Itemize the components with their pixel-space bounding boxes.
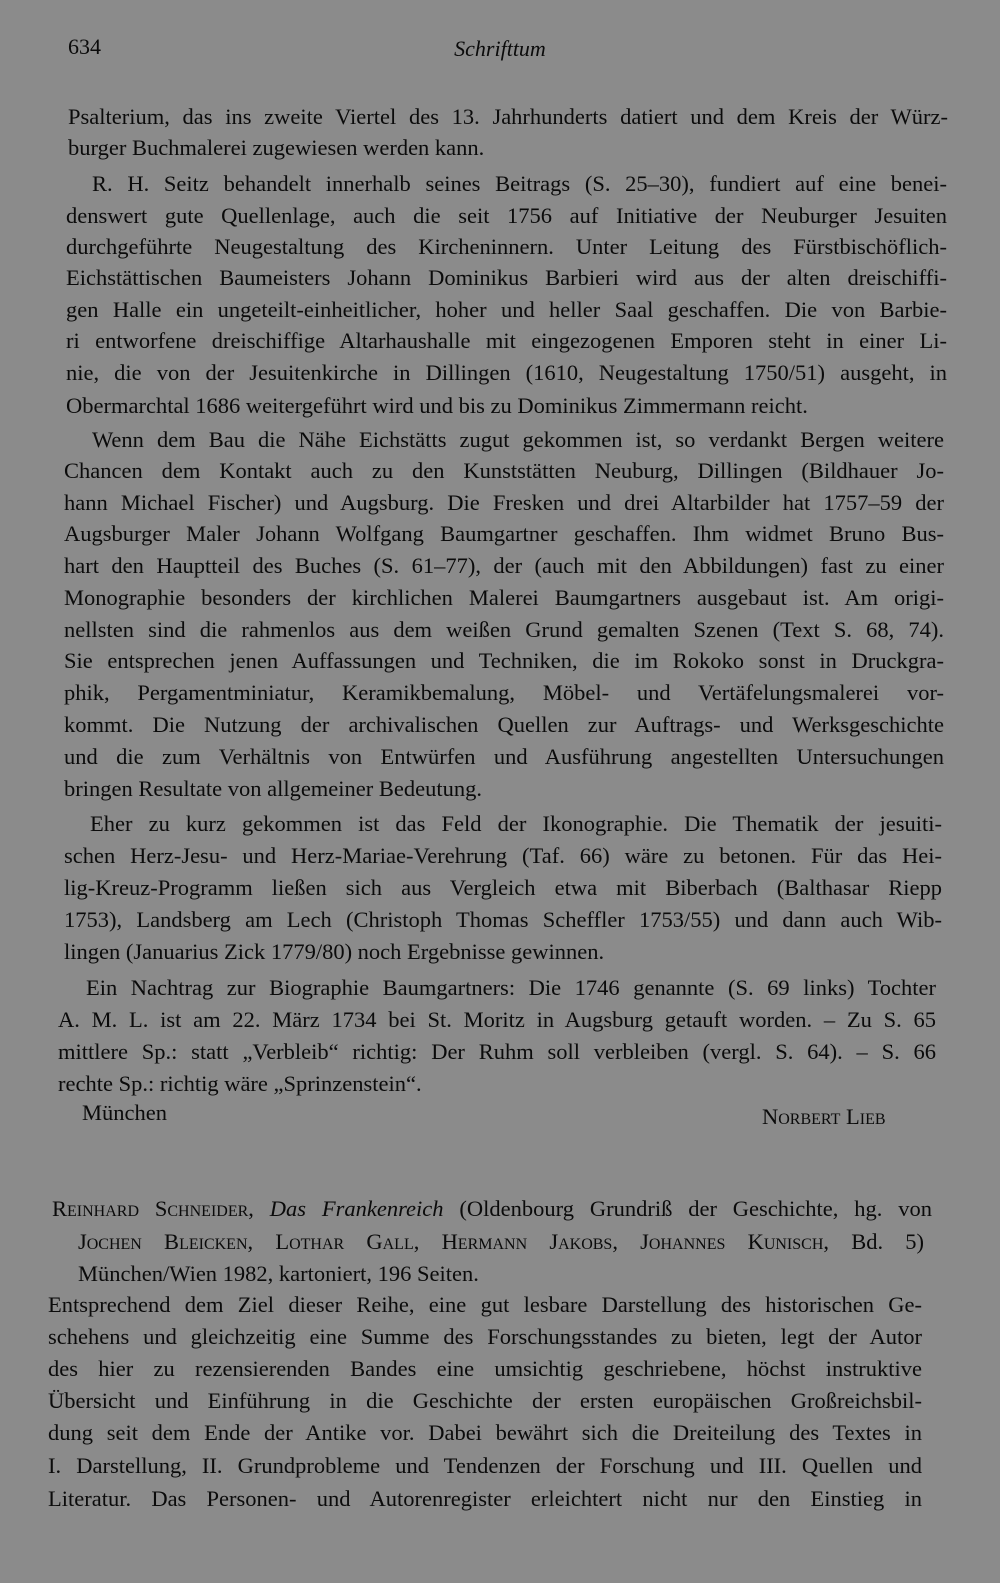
body-line: gen Halle ein ungeteilt-einheitlicher, hoher und heller Saal geschaffen. Die von Barbie-	[66, 297, 947, 322]
body-line: Eichstättischen Baumeisters Johann Dominikus Barbieri wird aus der alten dreischiffi-	[66, 265, 947, 290]
body-line: hann Michael Fischer) und Augsburg. Die Fresken und drei Altarbilder hat 1757–59 der	[64, 490, 944, 515]
body-line: und die zum Verhältnis von Entwürfen und Ausführung angestellten Untersuchungen	[64, 744, 944, 769]
body-line: bringen Resultate von allgemeiner Bedeutung.	[64, 776, 483, 801]
citation-volume: Bd. 5)	[851, 1229, 925, 1254]
body-line: burger Buchmalerei zugewiesen werden kann.	[68, 135, 485, 160]
citation-line	[52, 1196, 932, 1222]
review-author: Norbert Lieb	[762, 1104, 886, 1129]
citation-editor: Jochen Bleicken,	[78, 1229, 254, 1254]
page-number: 634	[68, 34, 101, 59]
body-line: nellsten sind die rahmenlos aus dem weißen Grund gemalten Szenen (Text S. 68, 74).	[64, 617, 944, 642]
body-line: Chancen dem Kontakt auch zu den Kunststätten Neuburg, Dillingen (Bildhauer Jo-	[64, 458, 944, 483]
body-line: phik, Pergamentminiatur, Keramikbemalung, Möbel- und Vertäfelungsmalerei vor-	[64, 680, 944, 705]
body-line: R. H. Seitz behandelt innerhalb seines Beitrags (S. 25–30), fundiert auf eine benei-	[92, 171, 947, 196]
running-title: Schrifttum	[454, 36, 546, 61]
body-line: lig-Kreuz-Programm ließen sich aus Vergleich etwa mit Biberbach (Balthasar Riepp	[64, 875, 942, 900]
body-line: mittlere Sp.: statt „Verbleib“ richtig: Der Ruhm soll verbleiben (vergl. S. 64). – S. 66	[58, 1039, 936, 1064]
body-line: Ein Nachtrag zur Biographie Baumgartners: Die 1746 genannte (S. 69 links) Tochter	[86, 975, 936, 1000]
body-line: Sie entsprechen jenen Auffassungen und Techniken, die im Rokoko sonst in Druckgra-	[64, 648, 944, 673]
body-line: lingen (Januarius Zick 1779/80) noch Ergebnisse gewinnen.	[64, 939, 605, 964]
body-line: nie, die von der Jesuitenkirche in Dillingen (1610, Neugestaltung 1750/51) ausgeht, in	[66, 360, 947, 385]
body-line: Wenn dem Bau die Nähe Eichstätts zugut gekommen ist, so verdankt Bergen weitere	[92, 427, 944, 452]
citation-title: Das Frankenreich	[269, 1196, 444, 1221]
citation-editors-line	[78, 1229, 924, 1255]
body-line: denswert gute Quellenlage, auch die seit 1756 auf Initiative der Neuburger Jesuiten	[66, 203, 947, 228]
body-line: Augsburger Maler Johann Wolfgang Baumgartner geschaffen. Ihm widmet Bruno Bus-	[64, 521, 944, 546]
citation-editor: Hermann Jakobs,	[441, 1229, 618, 1254]
body-line: schen Herz-Jesu- und Herz-Mariae-Verehrung (Taf. 66) wäre zu betonen. Für das Hei-	[64, 843, 942, 868]
body-line: 1753), Landsberg am Lech (Christoph Thomas Scheffler 1753/55) und dann auch Wib-	[64, 907, 942, 932]
body-line: des hier zu rezensierenden Bandes eine umsichtig geschriebene, höchst instruktive	[48, 1356, 922, 1381]
body-line: A. M. L. ist am 22. März 1734 bei St. Moritz in Augsburg getauft worden. – Zu S. 65	[58, 1007, 936, 1032]
body-line: Obermarchtal 1686 weitergeführt wird und bis zu Dominikus Zimmermann reicht.	[66, 393, 808, 418]
body-line: Literatur. Das Personen- und Autorenregister erleichtert nicht nur den Einstieg in	[48, 1486, 922, 1511]
body-line: rechte Sp.: richtig wäre „Sprinzenstein“.	[58, 1071, 422, 1096]
citation-editor: Johannes Kunisch,	[640, 1229, 830, 1254]
body-line: durchgeführte Neugestaltung des Kircheninnern. Unter Leitung des Fürstbischöflich-	[66, 234, 947, 259]
body-line: I. Darstellung, II. Grundprobleme und Tendenzen der Forschung und III. Quellen und	[48, 1453, 922, 1478]
body-line: Entsprechend dem Ziel dieser Reihe, eine gut lesbare Darstellung des historischen Ge-	[48, 1292, 922, 1317]
citation-publication: München/Wien 1982, kartoniert, 196 Seiten.	[78, 1261, 479, 1286]
body-line: Eher zu kurz gekommen ist das Feld der Ikonographie. Die Thematik der jesuiti-	[90, 811, 942, 836]
body-line: kommt. Die Nutzung der archivalischen Quellen zur Auftrags- und Werksgeschichte	[64, 712, 944, 737]
body-line: Übersicht und Einführung in die Geschichte der ersten europäischen Großreichsbil-	[48, 1388, 922, 1413]
review-place: München	[82, 1100, 167, 1125]
body-line: hart den Hauptteil des Buches (S. 61–77), der (auch mit den Abbildungen) fast zu einer	[64, 553, 944, 578]
citation-author: Reinhard Schneider,	[52, 1196, 254, 1221]
body-line: ri entworfene dreischiffige Altarhaushalle mit eingezogenen Emporen steht in einer Li-	[66, 328, 947, 353]
body-line: Monographie besonders der kirchlichen Malerei Baumgartners ausgebaut ist. Am origi-	[64, 585, 944, 610]
body-line: Psalterium, das ins zweite Viertel des 13. Jahrhunderts datiert und dem Kreis der Würz-	[68, 104, 948, 129]
citation-editor: Lothar Gall,	[275, 1229, 420, 1254]
body-line: schehens und gleichzeitig eine Summe des Forschungsstandes zu bieten, legt der Autor	[48, 1324, 922, 1349]
citation-series: (Oldenbourg Grundriß der Geschichte, hg. von	[459, 1196, 933, 1221]
body-line: dung seit dem Ende der Antike vor. Dabei bewährt sich die Dreiteilung des Textes in	[48, 1420, 922, 1445]
